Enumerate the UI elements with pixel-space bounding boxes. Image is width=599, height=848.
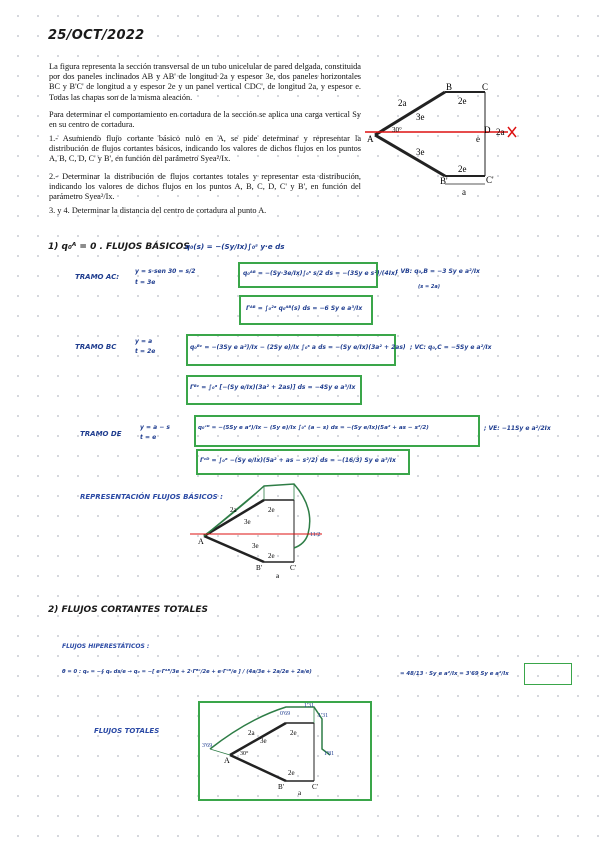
question-1: 1.- Asumiendo flujo cortante básico nulo en A, se pide determinar y representar la distribución de flujos cortantes básicos, indicando los valores de dichos flujos en los puntos A, B, C, D, C' y B', en función del parámetro Syea²/Ix.	[49, 134, 361, 164]
total-value-3: 1'31	[318, 713, 329, 719]
label-A: A	[367, 134, 374, 144]
total-value-1: 0'69	[280, 711, 291, 717]
basic-label-a: a	[276, 572, 280, 580]
total-label-a: a	[298, 789, 302, 795]
basic-label-2e: 2e	[268, 506, 275, 514]
section1-title: 1) q₀ᴬ = 0 . FLUJOS BÁSICOS	[48, 242, 190, 252]
label-3e-bottom: 3e	[416, 147, 425, 157]
basic-label-3e-b: 3e	[252, 542, 259, 550]
label-a: a	[462, 187, 466, 197]
total-value-2: 1'31	[304, 703, 315, 709]
label-Cp: C'	[486, 175, 494, 185]
statement-paragraph: La figura representa la sección transversal de un tubo unicelular de pared delgada, constituida por dos paneles inclinados AB y AB' de longitud 2a y espesor 3e, dos paneles horizontales BC y B'C' de longitud a y espesor 2e y un panel vertical CDC', de longitud 2a, y espesor e. Todas las chapas son de la misma aleación.	[49, 62, 361, 102]
label-B: B	[446, 82, 453, 92]
tramo-cd-t: t = e	[140, 434, 157, 441]
tramo-bc-note: ; VC: q₀,C = −5Sy e a²/Ix	[410, 344, 492, 351]
basic-label-3e: 3e	[244, 518, 251, 526]
total-label-2e-b: 2e	[288, 769, 295, 777]
totals-label: FLUJOS TOTALES	[94, 727, 160, 735]
statement-load: Para determinar el comportamiento en cortadura de la sección se aplica una carga vertical Sy en su centro de cortadura.	[49, 110, 361, 130]
basic-label-Cp: C'	[290, 564, 296, 572]
total-label-Cp: C'	[312, 783, 318, 791]
general-flow-eq: q₀(s) = −(Sy/Ix)∫₀ˢ y·e ds	[185, 242, 285, 251]
label-2e-top: 2e	[458, 96, 467, 106]
tramo-ab-label: TRAMO AC:	[75, 273, 120, 281]
question-2: 2.- Determinar la distribución de flujos cortantes totales y representar esta distribución, indicando los valores de dichos flujos en los puntos A, B, C, D, C' y B', en función del parámetro Syea²/Ix.	[49, 172, 361, 202]
basic-label-2e-b: 2e	[268, 552, 275, 560]
box-cd-q	[194, 415, 480, 447]
tramo-cd-label: TRAMO DE	[80, 430, 122, 438]
hyper-label: FLUJOS HIPERESTÁTICOS :	[62, 643, 150, 650]
tramo-bc-t: t = 2e	[135, 348, 156, 355]
tramo-bc-q: q₀ᴮᶜ = −(3Sy e a²)/Ix − (2Sy e)/Ix ∫₀ˢ a ds = −(Sy e/Ix)(3a² + 2as)	[190, 344, 406, 351]
tramo-bc-gamma: Γᴮᶜ = ∫₀ᵃ [−(Sy e/Ix)(3a² + 2as)] ds = −4Sy e a³/Ix	[190, 384, 356, 391]
tramo-ab-y: y = s·sen 30 = s/2	[135, 268, 196, 275]
total-label-2e: 2e	[290, 729, 297, 737]
load-cross-icon	[508, 127, 516, 137]
repr-basic-label: REPRESENTACIÓN FLUJOS BÁSICOS :	[80, 493, 223, 501]
section-figure	[360, 80, 540, 205]
total-value-4: 3'69	[202, 743, 213, 749]
total-label-2a: 2a	[248, 729, 255, 737]
label-Bp: B'	[440, 176, 448, 186]
question-3-4: 3. y 4. Determinar la distancia del centro de cortadura al punto A.	[49, 206, 267, 215]
tramo-ab-q: q₀ᴬᴮ = −(Sy·3e/Ix)∫₀ˢ s/2 ds = −(3Sy e s²)/(4Ix)	[243, 270, 398, 277]
tramo-cd-q: q₀ᶜᴰ = −(5Sy e a²)/Ix − (Sy e)/Ix ∫₀ˢ (a − s) ds = −(Sy e/Ix)(5a² + as − s²/2)	[198, 425, 429, 431]
basic-label-2a: 2a	[230, 506, 237, 514]
tramo-bc-label: TRAMO BC	[75, 343, 117, 351]
label-3e-top: 3e	[416, 112, 425, 122]
total-flows-diagram	[200, 703, 366, 795]
tramo-cd-note: ; VE: −11Sy e a²/2Ix	[484, 425, 551, 432]
total-label-Bp: B'	[278, 783, 284, 791]
total-label-angle: 30°	[240, 751, 249, 757]
tramo-cd-gamma: Γᶜᴰ = ∫₀ᵃ −(Sy e/Ix)(5a² + as − s²/2) ds = −(16/3) Sy e a³/Ix	[200, 457, 396, 464]
total-label-3e: 3e	[260, 737, 267, 745]
tramo-ab-gamma: Γᴬᴮ = ∫₀²ᵃ q₀ᴬᴮ(s) ds = −6 Sy e a³/Ix	[246, 305, 363, 312]
basic-flows-diagram	[190, 478, 330, 580]
basic-flow-note: 11/2	[310, 532, 321, 538]
tramo-ab-note: ; VB: q₀,B = −3 Sy e a²/Ix	[396, 268, 480, 275]
tube-section	[375, 92, 485, 176]
label-D: D	[484, 125, 491, 135]
basic-label-A: A	[198, 537, 204, 546]
total-label-A: A	[224, 756, 230, 765]
hyper-result: = 48/13 · Sy e a²/Ix = 3'69 Sy e a²/Ix	[400, 671, 509, 677]
hyper-formula: θ = 0 : q₀ = −∮ q₀ ds/e → q₀ = −[ e·Γᴬᴮ/3e + 2·Γᴮᶜ/2e + e·Γᶜᴰ/e ] / (4a/3e + 2a/2e + 2a/e)	[62, 669, 312, 675]
tramo-bc-y: y = a	[135, 338, 153, 345]
label-2e-bottom: 2e	[458, 164, 467, 174]
label-e: e	[476, 134, 480, 144]
basic-label-Bp: B'	[256, 564, 262, 572]
box-result	[524, 663, 572, 685]
label-2a-right: 2a	[496, 127, 505, 137]
tramo-cd-y: y = a − s	[140, 424, 170, 431]
tramo-ab-note2: (s = 2a)	[418, 284, 441, 290]
tramo-ab-t: t = 3e	[135, 279, 156, 286]
date-header: 25/OCT/2022	[48, 28, 145, 43]
label-angle: 30°	[392, 126, 402, 134]
label-C: C	[482, 82, 489, 92]
label-2a-top: 2a	[398, 98, 407, 108]
total-value-5: 1'81	[324, 751, 335, 757]
section2-title: 2) FLUJOS CORTANTES TOTALES	[48, 605, 209, 615]
